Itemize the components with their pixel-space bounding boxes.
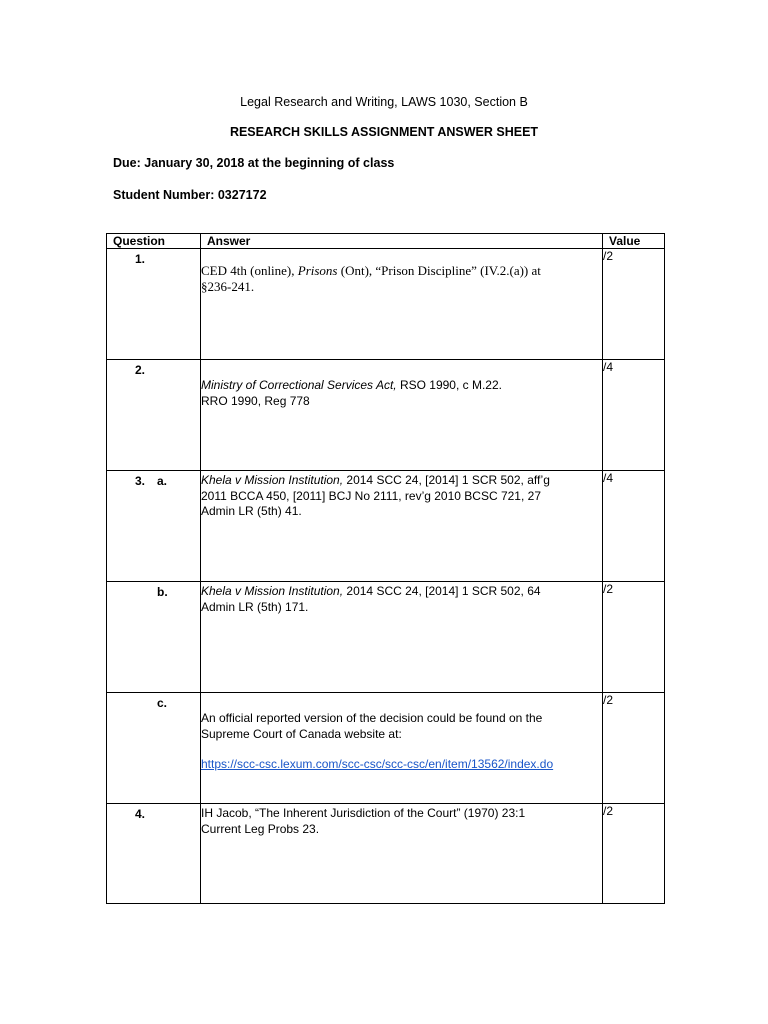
question-cell [107,471,201,582]
header-value: Value [603,234,665,249]
value-cell: /2 [603,582,665,693]
value-cell: /2 [603,249,665,360]
question-number: 2. [135,363,146,377]
answer-text: IH Jacob, “The Inherent Jurisdiction of the Court” (1970) 23:1 Current Leg Probs 23. [201,806,526,836]
table-row [107,693,665,804]
header-question: Question [107,234,201,249]
question-cell [107,360,201,471]
question-subpart: c. [157,696,168,710]
question-cell [107,582,201,693]
answer-table [106,233,665,904]
question-number: 1. [135,252,146,266]
table-row [107,249,665,360]
table-row [107,360,665,471]
value-cell: /4 [603,360,665,471]
student-number: Student Number: 0327172 [113,188,267,202]
question-cell [107,249,201,360]
page-title: Legal Research and Writing, LAWS 1030, Section B [240,95,528,109]
question-subpart: a. [157,474,168,488]
question-number: 3. [135,474,146,488]
question-subpart: b. [157,585,168,599]
table-row [107,582,665,693]
answer-cell [201,360,603,471]
answer-text: Khela v Mission Institution, 2014 SCC 24, [2014] 1 SCR 502, aff’g 2011 BCCA 450, [2011] BCJ No 2111, rev’g 2010 BCSC 721, 27 Admin LR (5th) 41. [201,473,550,518]
table-header-row [107,234,665,249]
answer-text: CED 4th (online), Prisons (Ont), “Prison Discipline” (IV.2.(a)) at §236-241. [201,263,541,294]
answer-text: Ministry of Correctional Services Act, RSO 1990, c M.22. RRO 1990, Reg 778 [201,378,502,408]
answer-text: Khela v Mission Institution, 2014 SCC 24, [2014] 1 SCR 502, 64 Admin LR (5th) 171. [201,584,541,614]
page-subtitle: RESEARCH SKILLS ASSIGNMENT ANSWER SHEET [229,125,539,139]
due-date: Due: January 30, 2018 at the beginning of class [113,156,395,170]
scc-website-link[interactable]: https://scc-csc.lexum.com/scc-csc/scc-csc/en/item/13562/index.do [201,757,554,771]
answer-cell [201,249,603,360]
question-cell [107,804,201,904]
question-cell [107,693,201,804]
answer-text: An official reported version of the decision could be found on the Supreme Court of Canada website at: https://scc-csc.lexum.com/scc-csc/scc-csc/en/item/13562/index.do [201,693,602,773]
answer-cell [201,804,603,904]
answer-cell [201,693,603,804]
answer-cell [201,471,603,582]
table-row [107,471,665,582]
answer-cell [201,582,603,693]
value-cell: /2 [603,693,665,804]
value-cell: /4 [603,471,665,582]
value-cell: /2 [603,804,665,904]
table-row [107,804,665,904]
header-answer: Answer [201,234,603,249]
question-number: 4. [135,807,146,821]
